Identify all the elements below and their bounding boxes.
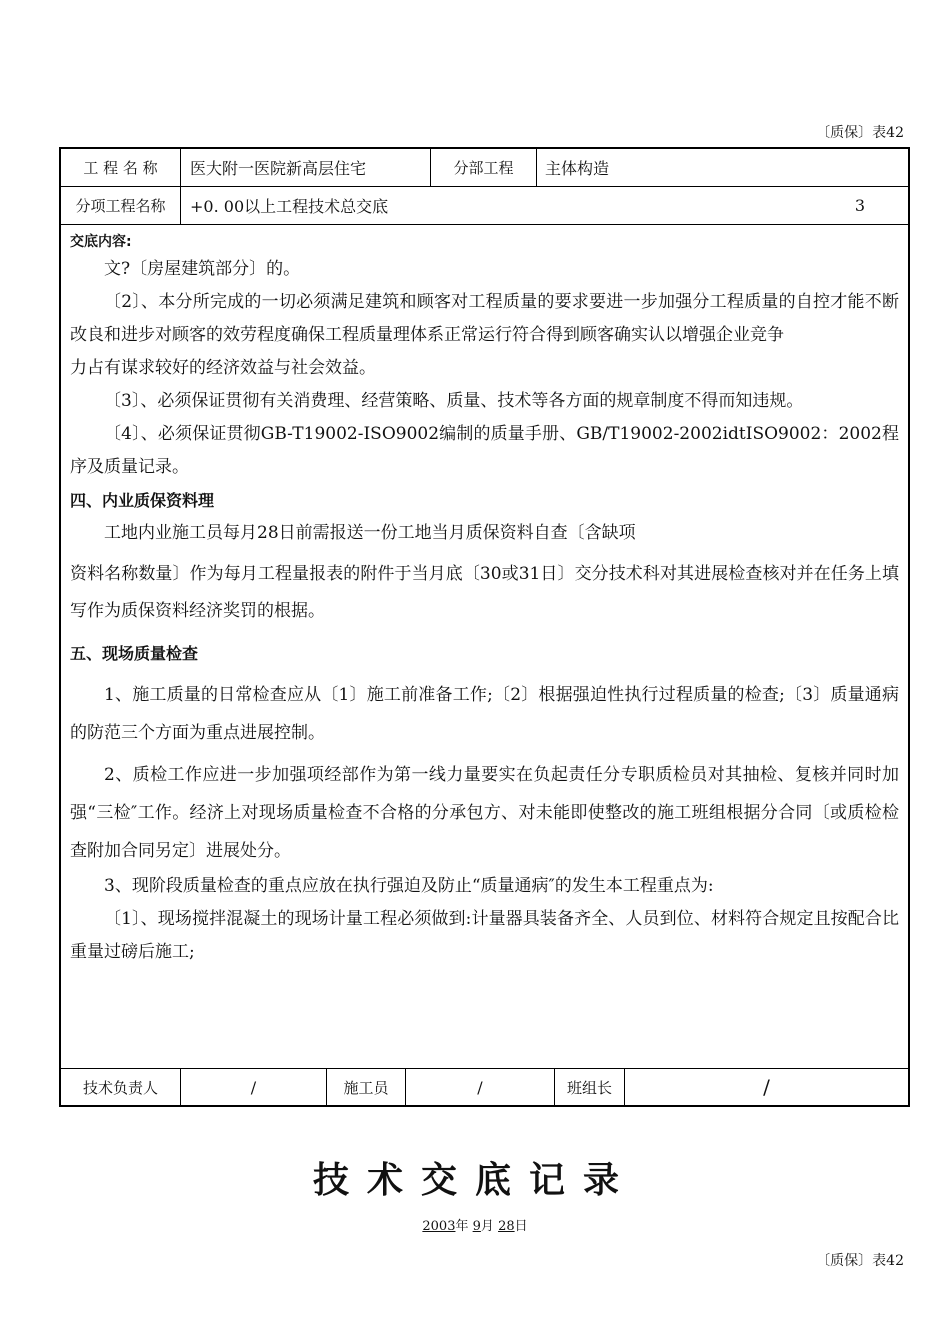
division-value: 主体构造 xyxy=(536,149,908,186)
form-code-top: 〔质保〕表42 xyxy=(816,125,904,141)
page-number: 3 xyxy=(854,195,866,215)
section-4-title: 四、内业质保资料理 xyxy=(70,491,215,510)
worker-label: 施工员 xyxy=(326,1069,405,1105)
paragraph: 工地内业施工员每月28日前需报送一份工地当月质保资料自查〔含缺项 xyxy=(104,523,636,543)
paragraph: 力占有谋求较好的经济效益与社会效益。 xyxy=(70,358,376,378)
content-heading: 交底内容: xyxy=(70,234,132,250)
disclosure-content xyxy=(70,233,899,969)
paragraph: 〔4〕、必须保证贯彻GB-T19002-ISO9002编制的质量手册、GB/T19002-2002idtISO9002：2002程序及质量记录。 xyxy=(70,424,899,477)
team-lead-label: 班组长 xyxy=(554,1069,624,1105)
subitem-label: 分项工程名称 xyxy=(75,196,166,215)
header-row-1 xyxy=(61,149,908,187)
team-lead-value: / xyxy=(624,1069,908,1105)
paragraph: 文?〔房屋建筑部分〕的。 xyxy=(104,259,301,279)
date-day: 28 xyxy=(498,1219,515,1234)
disclosure-form xyxy=(59,147,910,1107)
signature-row xyxy=(61,1068,908,1105)
header-row-2 xyxy=(61,186,908,225)
tech-lead-label: 技术负责人 xyxy=(82,1078,158,1097)
section-5-title: 五、现场质量检查 xyxy=(70,644,199,663)
paragraph: 3、现阶段质量检查的重点应放在执行强迫及防止“质量通病″的发生本工程重点为: xyxy=(104,876,714,896)
worker-value: / xyxy=(405,1069,554,1105)
tech-lead-value: / xyxy=(180,1069,326,1105)
date-month: 9 xyxy=(472,1219,481,1234)
paragraph: 资料名称数量〕作为每月工程量报表的附件于当月底〔30或31日〕交分技术科对其进展检查核对并在任务上填写作为质保资料经济奖罚的根据。 xyxy=(70,564,899,621)
date-year: 2003 xyxy=(422,1219,456,1234)
paragraph: 2、质检工作应进一步加强项经部作为第一线力量要实在负起责任分专职质检员对其抽检、复核并同时加强“三检″工作。经济上对现场质量检查不合格的分承包方、对未能即使整改的施工班组根据分合同〔或质检检查附加合同另定〕进展处分。 xyxy=(70,765,899,861)
project-name-label: 工 程 名 称 xyxy=(83,159,158,177)
paragraph: 1、施工质量的日常检查应从〔1〕施工前准备工作;〔2〕根据强迫性执行过程质量的检查;〔3〕质量通病的防范三个方面为重点进展控制。 xyxy=(70,685,899,743)
paragraph: 〔1〕、现场搅拌混凝土的现场计量工程必须做到:计量器具装备齐全、人员到位、材料符合规定且按配合比重量过磅后施工; xyxy=(70,909,899,962)
form-code-bottom: 〔质保〕表42 xyxy=(816,1253,904,1269)
paragraph: 〔3〕、必须保证贯彻有关消费理、经营策略、质量、技术等各方面的规章制度不得而知违规。 xyxy=(104,391,804,411)
document-title: 技术交底记录 xyxy=(312,1160,637,1201)
project-name-value: 医大附一医院新高层住宅 xyxy=(180,149,430,186)
document-date: 2003年 9月 28日 xyxy=(422,1219,528,1234)
subitem-value: +0. 00以上工程技术总交底 xyxy=(180,186,840,224)
division-label: 分部工程 xyxy=(430,149,536,186)
paragraph: 〔2〕、本分所完成的一切必须满足建筑和顾客对工程质量的要求要进一步加强分工程质量的自控才能不断改良和进步对顾客的效劳程度确保工程质量理体系正常运行符合得到顾客确实认以增强企业竞争 xyxy=(70,292,899,345)
